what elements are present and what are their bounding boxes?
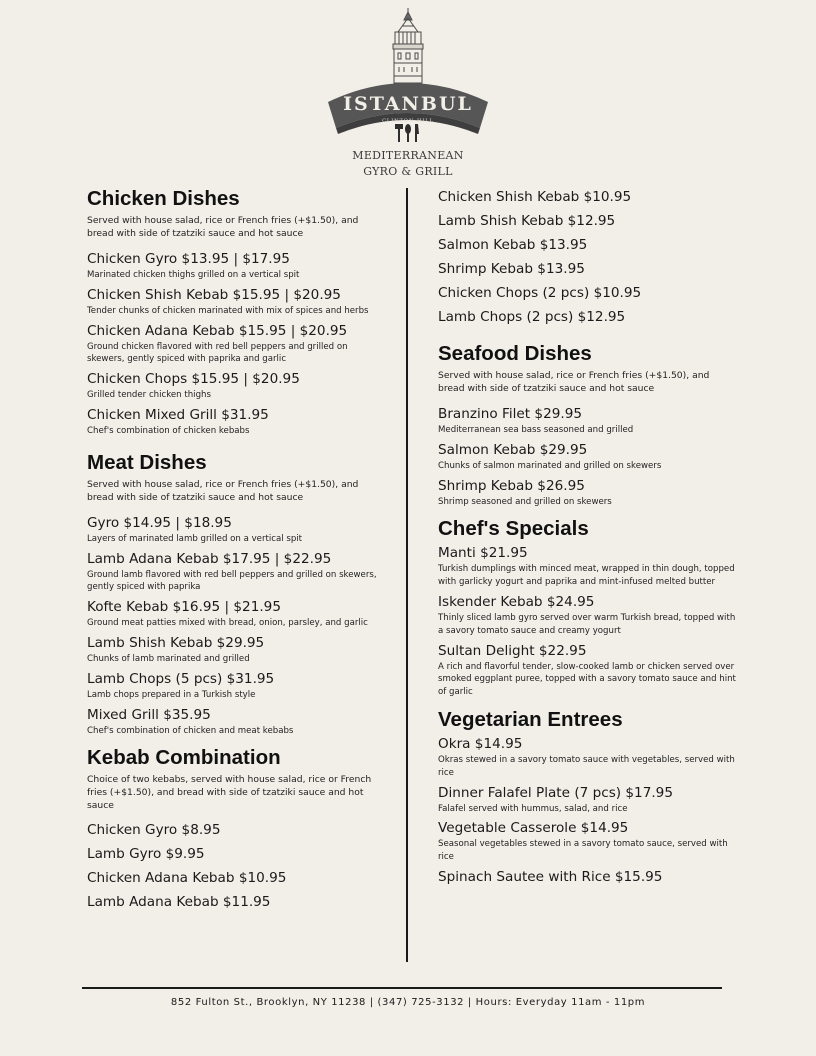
menu-item-description: Grilled tender chicken thighs [87,390,211,401]
menu-item-name: Kofte Kebab $16.95 | $21.95 [87,599,281,616]
menu-item-description: Chunks of lamb marinated and grilled [87,653,250,664]
section-title: Vegetarian Entrees [438,707,623,731]
menu-item-name: Iskender Kebab $24.95 [438,593,595,610]
menu-item [438,593,738,638]
menu-item [438,405,738,437]
section-title: Seafood Dishes [438,342,592,365]
section-title: Chef's Specials [438,517,589,541]
logo-name: ISTANBUL [343,93,473,115]
menu-item-description: Shrimp seasoned and grilled on skewers [438,496,612,507]
footer-divider [82,987,722,989]
menu-item [87,406,387,438]
section-description: Served with house salad, rice or French fries (+$1.50), and bread with side of tzatziki sauce and hot sauce [438,370,710,394]
logo-subtitle-line1: MEDITERRANEAN [352,149,464,162]
menu-item-description: A rich and flavorful tender, slow-cooked lamb or chicken served over smoked eggplant puree, topped with a savory tomato sauce and hint of garlic [438,661,736,698]
menu-item-name: Chicken Mixed Grill $31.95 [87,406,269,423]
menu-item-name: Shrimp Kebab $13.95 [438,261,585,277]
menu-item-name: Lamb Chops (5 pcs) $31.95 [87,670,275,687]
menu-item-name: Chicken Shish Kebab $10.95 [438,189,632,205]
menu-item-description: Ground chicken flavored with red bell peppers and grilled on skewers, gently spiced with paprika and garlic [87,341,348,365]
menu-item-name: Vegetable Casserole $14.95 [438,820,629,837]
meat-dishes-section [87,450,387,738]
menu-item [87,286,387,318]
combo-list [87,818,387,914]
menu-item-name: Chicken Chops $15.95 | $20.95 [87,371,300,388]
menu-item-name: Dinner Falafel Plate (7 pcs) $17.95 [438,784,673,801]
galata-tower-logo-graphic [318,6,498,154]
menu-item-description: Layers of marinated lamb grilled on a vertical spit [87,533,303,544]
menu-item [438,868,738,887]
menu-item [87,706,387,738]
menu-item-description: Thinly sliced lamb gyro served over warm Turkish bread, topped with a savory tomato sauce and creamy yogurt [438,612,736,636]
menu-item-name: Shrimp Kebab $26.95 [438,477,585,494]
menu-item [87,370,387,402]
menu-item-description: Ground lamb flavored with red bell peppers and grilled on skewers, gently spiced with paprika [87,569,377,593]
section-title: Meat Dishes [87,450,207,474]
section-description: Served with house salad, rice or French fries (+$1.50), and bread with side of tzatziki sauce and hot sauce [87,215,359,239]
menu-item [87,670,387,702]
menu-item [87,598,387,630]
logo-neighborhood: CLINTON HILL [382,118,434,124]
menu-item [87,322,387,367]
section-title: Chicken Dishes [87,187,240,210]
menu-item-name: Lamb Gyro $9.95 [87,846,205,863]
menu-item-name: Mixed Grill $35.95 [87,706,211,723]
menu-item [87,550,387,595]
menu-item-description: Okras stewed in a savory tomato sauce with vegetables, served with rice [438,754,735,778]
footer-contact-info: 852 Fulton St., Brooklyn, NY 11238 | (347) 725-3132 | Hours: Everyday 11am - 11pm [170,997,646,1008]
menu-item-name: Manti $21.95 [438,545,528,562]
menu-item-name: Chicken Adana Kebab $15.95 | $20.95 [87,322,348,339]
menu-left-column [87,186,387,914]
menu-item-name: Okra $14.95 [438,735,523,752]
menu-item-name: Lamb Shish Kebab $12.95 [438,213,616,229]
menu-item-name: Salmon Kebab $29.95 [438,441,588,458]
logo-subtitle-line2: GYRO & GRILL [363,165,453,178]
seafood-dishes-section [438,341,738,508]
menu-item-description: Ground meat patties mixed with bread, onion, parsley, and garlic [87,618,368,629]
column-divider [406,188,408,962]
section-description: Choice of two kebabs, served with house salad, rice or French fries (+$1.50), and bread with side of tzatziki sauce and hot sauce [87,774,372,812]
menu-item-name: Salmon Kebab $13.95 [438,237,588,253]
menu-right-column [438,185,738,887]
kebab-combination-section [87,745,387,914]
menu-item-description: Tender chunks of chicken marinated with mix of spices and herbs [87,305,369,316]
menu-item-name: Chicken Shish Kebab $15.95 | $20.95 [87,286,341,303]
menu-item-description: Seasonal vegetables stewed in a savory tomato sauce, served with rice [438,839,728,863]
menu-item-name: Lamb Adana Kebab $11.95 [87,894,271,911]
menu-item [87,634,387,666]
menu-item-description: Turkish dumplings with minced meat, wrapped in thin dough, topped with garlicky yogurt and paprika and mint-infused melted butter [438,564,735,588]
menu-item-description: Lamb chops prepared in a Turkish style [87,689,256,700]
menu-item [438,441,738,473]
menu-item-description: Falafel served with hummus, salad, and rice [438,803,628,814]
menu-item-name: Sultan Delight $22.95 [438,642,587,659]
menu-item-name: Chicken Adana Kebab $10.95 [87,870,287,887]
menu-item [438,477,738,509]
menu-item-name: Lamb Shish Kebab $29.95 [87,634,265,651]
menu-item-name: Chicken Chops (2 pcs) $10.95 [438,285,642,301]
section-description: Served with house salad, rice or French fries (+$1.50), and bread with side of tzatziki sauce and hot sauce [87,478,359,503]
menu-item [438,642,738,699]
chefs-specials-section [438,516,738,699]
menu-item [438,784,738,816]
vegetarian-entrees-section [438,707,738,887]
combo-list-continued [438,185,738,329]
menu-item-name: Lamb Adana Kebab $17.95 | $22.95 [87,550,332,567]
menu-item-name: Chicken Gyro $13.95 | $17.95 [87,251,290,267]
menu-item [438,735,738,780]
menu-item-description: Marinated chicken thighs grilled on a vertical spit [87,270,300,280]
menu-item [87,514,387,546]
menu-item-description: Chef's combination of chicken and meat kebabs [87,725,294,736]
menu-item [438,819,738,864]
menu-item [438,544,738,589]
menu-item-description: Mediterranean sea bass seasoned and grilled [438,425,634,435]
section-title: Kebab Combination [87,746,281,770]
menu-item-name: Branzino Filet $29.95 [438,406,582,422]
menu-item-description: Chef's combination of chicken kebabs [87,425,250,436]
menu-item-name: Spinach Sautee with Rice $15.95 [438,868,663,885]
menu-item [87,250,387,282]
restaurant-logo [318,6,498,182]
menu-item-description: Chunks of salmon marinated and grilled on skewers [438,460,662,471]
chicken-dishes-section [87,186,387,438]
menu-item-name: Gyro $14.95 | $18.95 [87,514,232,531]
menu-item-name: Chicken Gyro $8.95 [87,822,221,839]
menu-item-name: Lamb Chops (2 pcs) $12.95 [438,309,626,325]
